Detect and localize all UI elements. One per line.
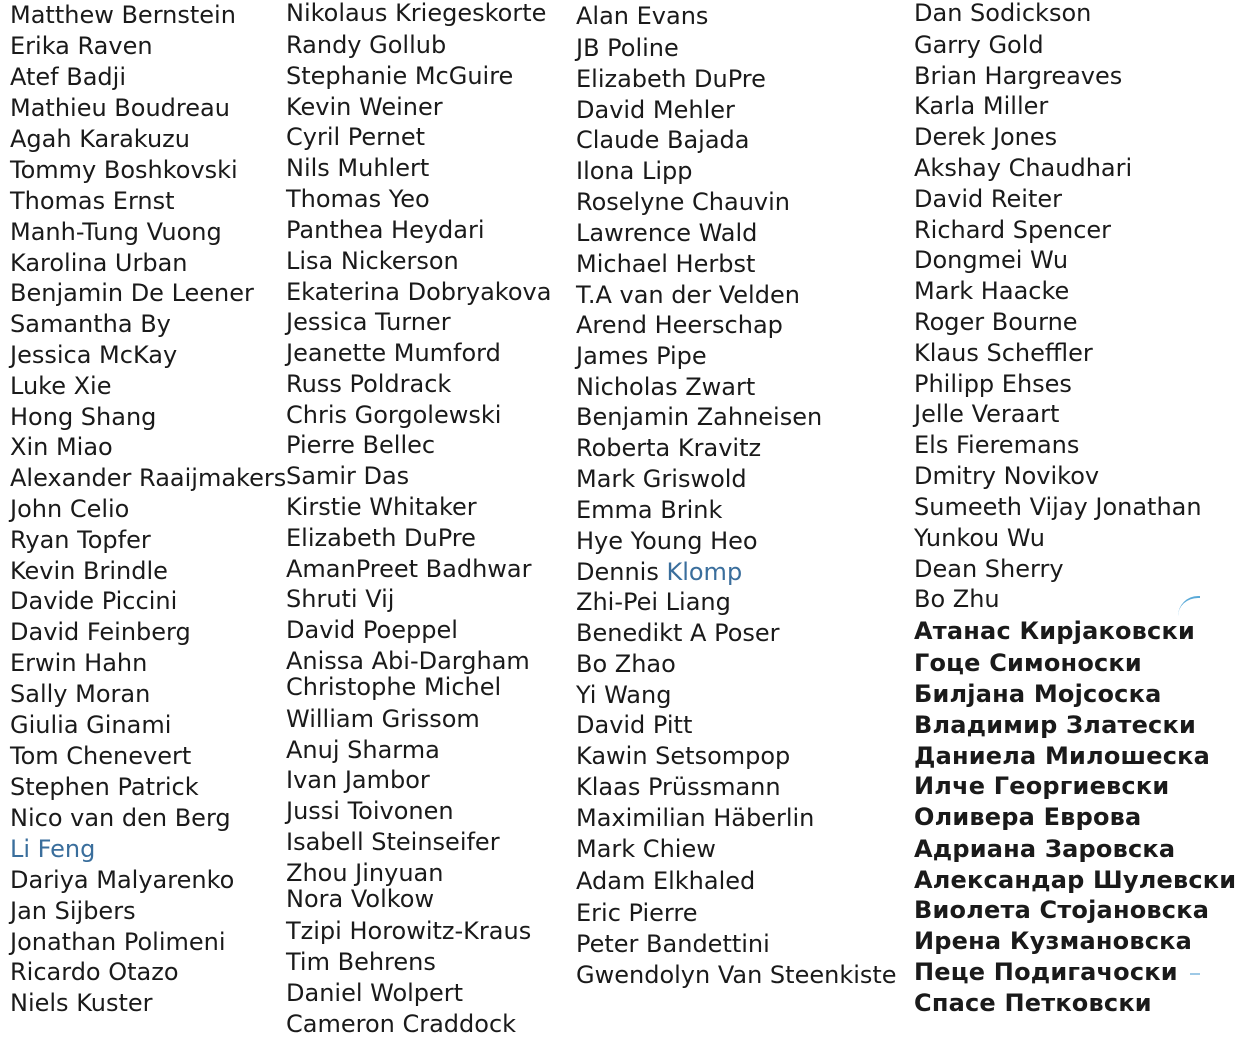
person-name-text: Akshay Chaudhari [914, 154, 1133, 182]
person-name [10, 371, 111, 401]
person-name-text: Гоце Симоноски [914, 649, 1142, 677]
person-name-text: Manh-Tung Vuong [10, 218, 222, 246]
person-name [576, 33, 679, 63]
person-name-text: David Reiter [914, 185, 1062, 213]
person-name [576, 218, 757, 248]
person-name-text: Jeanette Mumford [286, 339, 501, 367]
person-name-text: David Mehler [576, 96, 735, 124]
person-name [10, 494, 129, 524]
person-name-text: Derek Jones [914, 123, 1058, 151]
person-name-text: Pierre Bellec [286, 431, 436, 459]
person-name [286, 672, 501, 702]
person-name [576, 710, 692, 740]
person-name-text: Ivan Jambor [286, 766, 430, 794]
person-name-text: Ekaterina Dobryakova [286, 278, 552, 306]
person-name [286, 215, 485, 245]
person-name [10, 741, 191, 771]
person-name [576, 866, 755, 896]
person-name-text: Panthea Heydari [286, 216, 485, 244]
person-name [914, 153, 1132, 183]
person-name [576, 834, 716, 864]
person-name [286, 796, 454, 826]
person-name-text: Lisa Nickerson [286, 247, 459, 275]
person-name [576, 402, 822, 432]
person-name [914, 338, 1093, 368]
person-name [914, 245, 1068, 275]
person-name [914, 584, 1000, 614]
person-name-text: Michael Herbst [576, 250, 756, 278]
person-name-text: Alan Evans [576, 2, 709, 30]
person-name [914, 307, 1078, 337]
person-name-text: Stephen Patrick [10, 773, 199, 801]
person-name [286, 461, 409, 491]
person-name-text: Александар Шулевски [914, 866, 1236, 894]
person-name [10, 0, 236, 30]
person-name [914, 276, 1069, 306]
person-name-text: Спасе Петковски [914, 989, 1152, 1017]
person-name [10, 648, 147, 678]
person-name-text: Chris Gorgolewski [286, 401, 502, 429]
person-name-text: Karolina Urban [10, 249, 188, 277]
person-name-text: Lawrence Wald [576, 219, 758, 247]
person-name [914, 30, 1044, 60]
person-name-text: Thomas Ernst [10, 187, 175, 215]
person-name-text: Roberta Kravitz [576, 434, 762, 462]
person-name-text: Isabell Steinseifer [286, 828, 500, 856]
person-name [576, 433, 761, 463]
person-name-text: AmanPreet Badhwar [286, 555, 532, 583]
person-name-text: Karla Miller [914, 92, 1049, 120]
person-name [10, 927, 226, 957]
person-name [286, 554, 532, 584]
person-name-text: Mathieu Boudreau [10, 94, 230, 122]
person-name-text: Niels Kuster [10, 989, 153, 1017]
person-name-text: Оливера Еврова [914, 803, 1142, 831]
person-name [914, 523, 1045, 553]
person-name-text: T.A van der Velden [576, 281, 800, 309]
person-name [286, 765, 430, 795]
person-name [914, 926, 1192, 956]
person-name [10, 432, 113, 462]
person-name-text: Richard Spencer [914, 216, 1112, 244]
person-name-text: Atef Badji [10, 63, 126, 91]
person-name-text: Anissa Abi-Dargham [286, 647, 530, 675]
person-name-text: Roselyne Chauvin [576, 188, 790, 216]
person-name-text: Maximilian Häberlin [576, 804, 815, 832]
person-name-text: Hye Young Heo [576, 527, 758, 555]
person-name-highlight: Klomp [666, 558, 743, 586]
person-name [286, 307, 451, 337]
person-name [576, 557, 742, 587]
person-name [10, 93, 230, 123]
person-name-text: David Pitt [576, 711, 693, 739]
person-name [10, 772, 199, 802]
person-name-text: Dariya Malyarenko [10, 866, 235, 894]
person-name-text: Пеце Подигачоски [914, 958, 1178, 986]
person-name [10, 186, 175, 216]
person-name [576, 649, 676, 679]
person-name [286, 1009, 516, 1039]
person-name [286, 947, 436, 977]
person-name [576, 772, 781, 802]
person-name [576, 341, 707, 371]
person-name [576, 741, 790, 771]
person-name [914, 865, 1236, 895]
person-name [914, 710, 1196, 740]
person-name-text: William Grissom [286, 705, 480, 733]
person-name [914, 957, 1178, 987]
person-name-text: Ricardo Otazo [10, 958, 179, 986]
person-name [10, 679, 150, 709]
person-name [576, 929, 770, 959]
person-name [914, 91, 1048, 121]
person-name-text: Emma Brink [576, 496, 723, 524]
decorative-line [1190, 973, 1200, 975]
person-name-text: Bo Zhu [914, 585, 1000, 613]
person-name [10, 710, 171, 740]
person-name [914, 834, 1175, 864]
person-name-text: Samantha By [10, 310, 171, 338]
person-name-text: Cameron Craddock [286, 1010, 517, 1038]
person-name [286, 916, 531, 946]
person-name-text: Даниела Милошеска [914, 742, 1211, 770]
person-name [286, 246, 459, 276]
person-name [576, 95, 735, 125]
person-name-text: Erwin Hahn [10, 649, 148, 677]
person-name [576, 64, 766, 94]
person-name [10, 617, 191, 647]
person-name [286, 153, 429, 183]
person-name-text: Dennis [576, 558, 667, 586]
person-name [286, 523, 476, 553]
person-name-text: David Feinberg [10, 618, 191, 646]
person-name-text: Arend Heerschap [576, 311, 783, 339]
person-name [286, 369, 451, 399]
person-name [914, 492, 1202, 522]
person-name [286, 584, 394, 614]
person-name-text: Giulia Ginami [10, 711, 172, 739]
person-name-text: Elizabeth DuPre [286, 524, 476, 552]
person-name-text: Roger Bourne [914, 308, 1078, 336]
person-name [576, 495, 722, 525]
person-name [914, 741, 1210, 771]
person-name [914, 215, 1111, 245]
person-name [576, 618, 780, 648]
person-name-text: Cyril Pernet [286, 123, 426, 151]
person-name [10, 217, 222, 247]
person-name [286, 184, 430, 214]
person-name-text: Russ Poldrack [286, 370, 452, 398]
person-name-text: Alexander Raaijmakers [10, 464, 287, 492]
person-name-text: Ilona Lipp [576, 157, 693, 185]
person-name [10, 340, 177, 370]
person-name-text: Илче Георгиевски [914, 772, 1170, 800]
person-name [286, 277, 551, 307]
person-name-text: Zhou Jinyuan [286, 859, 444, 887]
person-name-text: Christophe Michel [286, 673, 502, 701]
person-name-text: Garry Gold [914, 31, 1044, 59]
person-name [576, 464, 747, 494]
person-name-text: Dmitry Novikov [914, 462, 1100, 490]
person-name-text: Benjamin Zahneisen [576, 403, 823, 431]
person-name-text: Sally Moran [10, 680, 151, 708]
person-name-text: Luke Xie [10, 372, 112, 400]
person-name [286, 430, 435, 460]
person-name-text: Jelle Veraart [914, 400, 1060, 428]
person-name-text: Kawin Setsompop [576, 742, 791, 770]
person-name-text: Els Fieremans [914, 431, 1080, 459]
person-name [914, 184, 1062, 214]
person-name-text: Stephanie McGuire [286, 62, 514, 90]
person-name-text: Anuj Sharma [286, 736, 440, 764]
person-name [914, 648, 1142, 678]
person-name [286, 92, 443, 122]
person-name-text: James Pipe [576, 342, 707, 370]
person-name [10, 586, 177, 616]
person-name-text: Mark Griswold [576, 465, 747, 493]
person-name-text: Ирена Кузмановска [914, 927, 1193, 955]
person-name-text: Yi Wang [576, 681, 672, 709]
person-name-text: Билјана Мојсоска [914, 680, 1162, 708]
person-name-text: Nico van den Berg [10, 804, 231, 832]
person-name-text: Shruti Vij [286, 585, 395, 613]
person-name-text: Tommy Boshkovski [10, 156, 238, 184]
person-name-text: Tom Chenevert [10, 742, 192, 770]
person-name [10, 463, 286, 493]
person-name-text: Адриана Заровска [914, 835, 1176, 863]
person-name-text: Xin Miao [10, 433, 113, 461]
person-name-text: Bo Zhao [576, 650, 676, 678]
person-name [286, 704, 480, 734]
person-name [576, 587, 731, 617]
person-name-text: Jan Sijbers [10, 897, 136, 925]
person-name-text: Gwendolyn Van Steenkiste [576, 961, 897, 989]
person-name [576, 960, 897, 990]
person-name [914, 679, 1161, 709]
person-name [914, 61, 1122, 91]
person-name-text: Jessica Turner [286, 308, 451, 336]
person-name [914, 554, 1064, 584]
person-name [10, 402, 156, 432]
person-name-text: Mark Chiew [576, 835, 716, 863]
person-name [576, 803, 814, 833]
person-name [286, 338, 501, 368]
person-name-text: Dan Sodickson [914, 0, 1092, 27]
person-name [914, 616, 1195, 646]
person-name [576, 310, 783, 340]
person-name [914, 988, 1152, 1018]
person-name [10, 248, 188, 278]
person-name-text: Randy Gollub [286, 31, 447, 59]
person-name-text: Tzipi Horowitz-Kraus [286, 917, 532, 945]
person-name-text: Kirstie Whitaker [286, 493, 477, 521]
person-name-text: Jessica McKay [10, 341, 178, 369]
person-name-text: Daniel Wolpert [286, 979, 464, 1007]
person-name-text: Jussi Toivonen [286, 797, 454, 825]
person-name [10, 124, 190, 154]
person-name [286, 978, 463, 1008]
person-name-text: Владимир Златески [914, 711, 1196, 739]
person-name-text: Peter Bandettini [576, 930, 770, 958]
person-name-text: Benedikt A Poser [576, 619, 780, 647]
person-name-text: Elizabeth DuPre [576, 65, 766, 93]
person-name [914, 399, 1059, 429]
person-name [10, 803, 231, 833]
person-name [286, 492, 477, 522]
person-name-text: Klaas Prüssmann [576, 773, 781, 801]
person-name [286, 30, 446, 60]
person-name [576, 187, 790, 217]
person-name-text: Dongmei Wu [914, 246, 1069, 274]
person-name-text: Adam Elkhaled [576, 867, 756, 895]
person-name [10, 62, 126, 92]
person-name [914, 771, 1169, 801]
decorative-arc [1178, 596, 1200, 616]
person-name-text: Hong Shang [10, 403, 157, 431]
person-name [914, 802, 1141, 832]
person-name [576, 680, 671, 710]
person-name-text: Виолета Стојановска [914, 896, 1210, 924]
person-name [10, 31, 153, 61]
person-name [286, 122, 425, 152]
person-name-text: Dean Sherry [914, 555, 1064, 583]
person-name-text: Nora Volkow [286, 885, 435, 913]
person-name-text: Атанас Кирјаковски [914, 617, 1195, 645]
person-name-text: Kevin Brindle [10, 557, 168, 585]
person-name [286, 61, 513, 91]
person-name-text: Erika Raven [10, 32, 153, 60]
person-name [914, 461, 1099, 491]
person-name-text: Eric Pierre [576, 899, 698, 927]
person-name [286, 400, 501, 430]
person-name [10, 988, 153, 1018]
person-name-text: Davide Piccini [10, 587, 178, 615]
person-name [10, 309, 171, 339]
person-name [576, 249, 755, 279]
person-name-text: Ryan Topfer [10, 526, 151, 554]
person-name-text: John Celio [10, 495, 130, 523]
person-name [914, 895, 1209, 925]
person-name-text: Li Feng [10, 835, 96, 863]
person-name [10, 865, 234, 895]
person-name-text: Matthew Bernstein [10, 1, 236, 29]
person-name [10, 278, 254, 308]
person-name [10, 896, 136, 926]
person-name-text: Thomas Yeo [286, 185, 430, 213]
person-name [10, 525, 151, 555]
person-name-text: Kevin Weiner [286, 93, 443, 121]
person-name [576, 1, 708, 31]
person-name [10, 834, 95, 864]
person-name [286, 735, 440, 765]
person-name-text: Nicholas Zwart [576, 373, 756, 401]
person-name [10, 556, 168, 586]
person-name [576, 526, 758, 556]
person-name [576, 898, 697, 928]
person-name [914, 122, 1057, 152]
person-name-text: Brian Hargreaves [914, 62, 1123, 90]
person-name [10, 957, 179, 987]
person-name-text: Jonathan Polimeni [10, 928, 226, 956]
person-name [286, 615, 458, 645]
person-name-text: Yunkou Wu [914, 524, 1045, 552]
person-name [576, 280, 800, 310]
person-name [914, 430, 1079, 460]
person-name-text: Philipp Ehses [914, 370, 1072, 398]
person-name-text: Zhi-Pei Liang [576, 588, 731, 616]
person-name-text: Nils Muhlert [286, 154, 430, 182]
person-name-text: Nikolaus Kriegeskorte [286, 0, 547, 27]
person-name-text: Benjamin De Leener [10, 279, 254, 307]
person-name [286, 884, 434, 914]
person-name [10, 155, 238, 185]
person-name-text: Klaus Scheffler [914, 339, 1093, 367]
person-name-text: JB Poline [576, 34, 679, 62]
person-name-text: David Poeppel [286, 616, 458, 644]
person-name [286, 0, 546, 28]
person-name [576, 125, 749, 155]
person-name [576, 372, 755, 402]
person-name-text: Mark Haacke [914, 277, 1070, 305]
person-name-text: Claude Bajada [576, 126, 750, 154]
person-name [914, 0, 1091, 28]
person-name [286, 827, 500, 857]
person-name-text: Agah Karakuzu [10, 125, 190, 153]
person-name-text: Tim Behrens [286, 948, 436, 976]
person-name-text: Sumeeth Vijay Jonathan [914, 493, 1202, 521]
person-name [576, 156, 692, 186]
person-name-text: Samir Das [286, 462, 410, 490]
person-name [914, 369, 1072, 399]
